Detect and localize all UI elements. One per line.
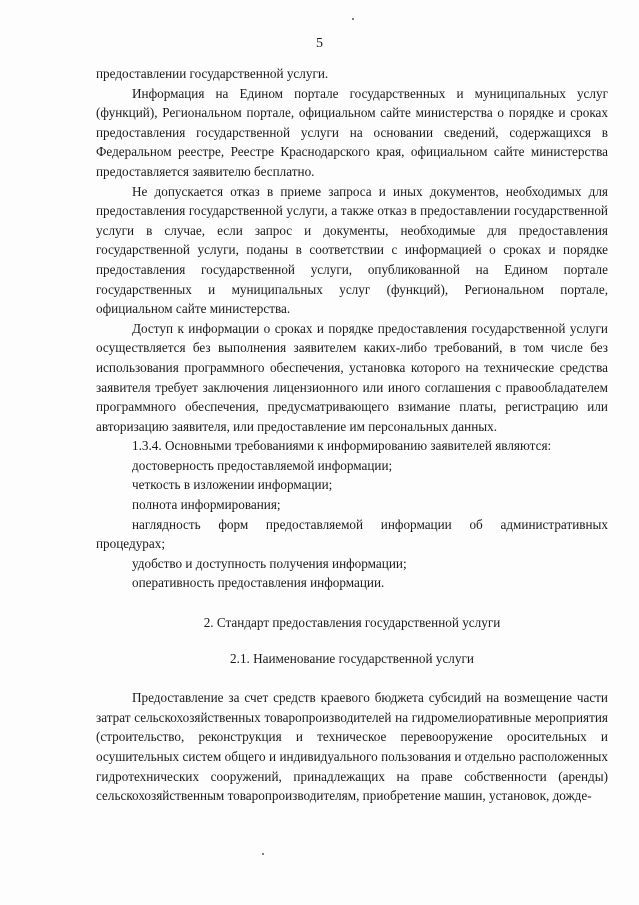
requirement-item: четкость в изложении информации;: [132, 477, 333, 493]
requirement-item: удобство и доступность получения информации;: [132, 555, 407, 571]
section-title: 2. Стандарт предоставления государственной услуги: [203, 615, 501, 631]
scan-speck: [262, 853, 264, 855]
scan-speck: [352, 18, 354, 20]
paragraph-requirements-intro: 1.3.4. Основными требованиями к информированию заявителей являются:: [132, 438, 552, 454]
paragraph-access: Доступ к информации о сроках и порядке предоставления государственной услуги осуществляется без выполнения заявителем каких-либо требований, в том числе без использования программного обеспечения, установка которого на технические средства заявителя требует заключения лицензионного или иного соглашения с правообладателем программного обеспечения, предусматривающего взимание платы, регистрацию или авторизацию заявителя, или предоставление им персональных данных.: [96, 320, 608, 434]
requirement-item: достоверность предоставляемой информации;: [132, 457, 393, 473]
subsection-title: 2.1. Наименование государственной услуги: [230, 650, 474, 666]
paragraph-continuation: предоставлении государственной услуги.: [96, 66, 329, 81]
document-body: [96, 64, 608, 806]
paragraph-info-portal: Информация на Едином портале государственных и муниципальных услуг (функций), Региональном портале, официальном сайте министерства о порядке и сроках предоставления государственной услуги на основании сведений, содержащихся в Федеральном реестре, Реестре Краснодарского края, официальном сайте министерства предоставляется заявителю бесплатно.: [96, 85, 608, 179]
paragraph-service-name: Предоставление за счет средств краевого бюджета субсидий на возмещение части затрат сельскохозяйственных товаропроизводителей на гидромелиоративные мероприятия (строительство, реконструкция и техническое перевооружение оросительных и осушительных систем общего и индивидуального пользования и отдельно расположенных гидротехнических сооружений, принадлежащих на праве собственности (аренды) сельскохозяйственным товаропроизводителям, приобретение машин, установок, дожде-: [96, 690, 608, 804]
requirement-item: оперативность предоставления информации.: [132, 575, 385, 591]
paragraph-refusal: Не допускается отказ в приеме запроса и иных документов, необходимых для предоставления государственной услуги, а также отказ в предоставлении государственной услуги в случае, если запрос и документы, необходимые для предоставления государственной услуги, поданы в соответствии с информацией о сроках и порядке предоставления государственной услуги, опубликованной на Едином портале государственных и муниципальных услуг (функций), Региональном портале, официальном сайте министерства.: [96, 183, 608, 317]
requirement-item: полнота информирования;: [132, 497, 281, 513]
page-number: 5: [316, 36, 323, 51]
requirement-item: наглядность форм предоставляемой информации об административных процедурах;: [96, 516, 608, 552]
